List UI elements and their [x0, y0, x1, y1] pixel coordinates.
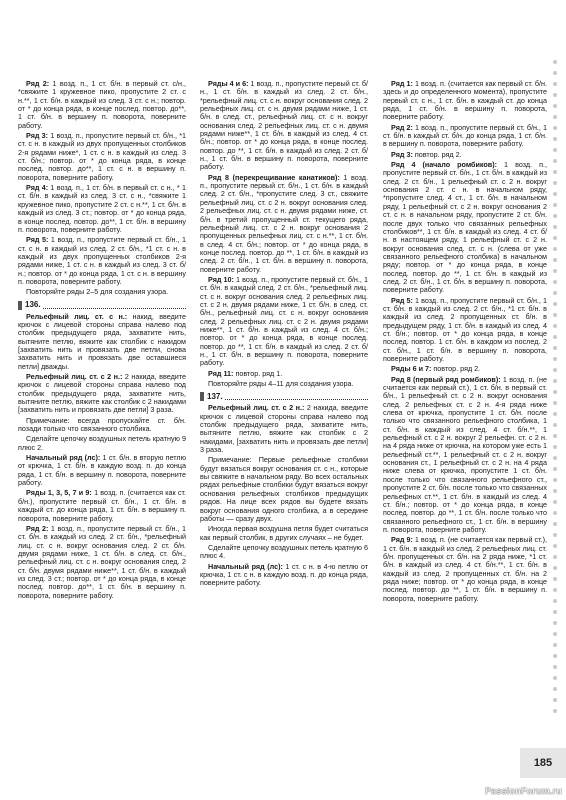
decorative-dot — [553, 192, 557, 196]
decorative-dot — [553, 687, 557, 691]
paragraph — [18, 132, 186, 182]
decorative-dot — [553, 115, 557, 119]
decorative-dot — [553, 412, 557, 416]
decorative-dot — [553, 71, 557, 75]
decorative-dot — [553, 489, 557, 493]
paragraph — [200, 525, 368, 542]
paragraph-text: 1 возд. п. (не считается как первый ст.), 1 ст. б/н. в первый ст. б/н., 1 рельефный ст. с 2 н. вокруг основания след. 2 рельефных ст. с 2 н. 4-я ряда ниже слева от крючка, пропустите 1 ст. б/н. после только что связанного рельефного столбика, 1 ст. б/н. в каждый из след. 4 ст. б/н.**, 1 рельефный ст. с 2 н. вокруг 2 рельефн. ст. с 2 н. на 4 ряда ниже от крючка, на котором уже есть 1 рельефный ст.**, 1 рельефный ст. с 2 н. вокруг основания ст., 1 рельефный ст. с 2 н. на 4 ряда ниже слева от крючка, пропустите 1 ст. б/н. после только что связанного рельефного ст., пропустите 2 ст. б/н. после только что связанных рельефных ст.**, 1 ст. б/н. в каждый из след. 4 ст. б/н.; повтор. от * до конца ряда, в конце послед. повтор. до **, 1 ст. б/н. после только что связанного рельефного ст., 1 ст. б/н. в вершину п. поворота, поверните работу. — [383, 374, 547, 534]
paragraph-text: 1 возд. п. (считается как ст. б/н.), пропустите первый ст. б/н., 1 ст. б/н. в каждый ст. до конца ряда, 1 ст. б/н. в вершину п. поворота, поверните работу. — [18, 488, 186, 523]
paragraph-text: 2 накида, введите крючок с лицевой стороны справа налево под столбик предыдущего ряда, захватите нить, вытяните петлю, вяжите как столбик с 2 накидами [захватить нить и провязать две петли] 3 раза. — [18, 372, 186, 415]
section-marker-icon — [18, 301, 22, 310]
paragraph — [18, 184, 186, 234]
decorative-dot — [553, 291, 557, 295]
decorative-dot — [553, 126, 557, 130]
decorative-dot — [553, 621, 557, 625]
decorative-dot — [553, 324, 557, 328]
paragraph — [200, 456, 368, 523]
paragraph-text: 1 возд. п., пропустите первый ст. б/н., 1 ст. б/н. в каждый из след. 2 ст. б/н., *1 ст. б/н. в каждый из след. 2 пропущенных ст. б/н. в предыдущем ряду, 1 ст. б/н. в каждый из след. 4 ст. б/н.; повтор. от * до конца ряда, в конце послед. повтор. 1 ст. б/н. в каждом из послед. 2 ст. б/н., 1 ст. б/н. в вершину п. поворота, поверните работу. — [383, 295, 548, 363]
section-dotted-rule — [225, 393, 368, 400]
paragraph-text: Примечание: Первые рельефные столбики будут вязаться вокруг основания ст. с н., которые вы свяжите в начальном ряду. Во всех остальных рядах рельефные столбики будут вязаться вокруг основания рельефных столбиков предыдущих рядов. На лице всех рядов вы будете вязать вокруг основания одного столбика, а в середине работы — сразу двух. — [200, 455, 368, 523]
decorative-dot — [553, 566, 557, 570]
row-label: Ряд 3: — [391, 149, 413, 159]
decorative-dot-strip — [552, 60, 558, 720]
paragraph — [18, 288, 186, 296]
paragraph — [200, 174, 368, 274]
paragraph — [383, 80, 547, 122]
paragraph — [383, 124, 547, 149]
decorative-dot — [553, 302, 557, 306]
decorative-dot — [553, 236, 557, 240]
watermark-text: PassionForum.ru — [484, 786, 562, 796]
paragraph-text: Повторяйте ряды 4–11 для создания узора. — [208, 379, 354, 389]
paragraph-text: 1 возд. п., пропустите первый ст. б/н., 1 ст. с н. в каждый из след. 2 ст. б/н., *1 ст. с н. в каждый из двух пропущенных столбиков 2-я рядами ниже, 1 ст. с н. в каждый из след. 3 ст. б/н.; повтор. от * до конца ряда, 1 ст. с н. в вершину п. поворота, поверните работу. — [18, 235, 186, 286]
decorative-dot — [553, 203, 557, 207]
paragraph-text: повтор. ряд 1. — [233, 368, 283, 378]
decorative-dot — [553, 588, 557, 592]
row-label: Ряд 5: — [26, 235, 49, 245]
decorative-dot — [553, 698, 557, 702]
paragraph — [18, 236, 186, 286]
paragraph-text: Иногда первая воздушна петля будет считаться как первый столбик, в других случаях – не будет. — [200, 524, 368, 542]
row-label: Ряд 8 (первый ряд ромбиков): — [391, 374, 501, 384]
text-column-1 — [18, 80, 186, 602]
paragraph-text: 1 возд. п., пропустите первый ст. б/н., 1 ст. б/н. в каждый след. 2 ст. б/н., *рельефный лиц. ст. с н. вокруг основания след. 2 рельефных лиц. ст. с 2 н. двумя рядами ниже, 1 ст. б/н. в след. ст. б/н., рельефный лиц. ст. с н. вокруг основания след. 2 рельефных лиц. ст. с 2 н. двумя рядами ниже**, 1 ст. б/н. в каждый из след. 4 ст. б/н.; повтор. от * до конца ряда, в конце послед. повтор. до **, 1 ст. б/н. в каждый из след. 2 ст. б/н., 1 ст. б/н. в вершину п. поворота, поверните работу. — [200, 274, 368, 368]
decorative-dot — [553, 181, 557, 185]
decorative-dot — [553, 500, 557, 504]
decorative-dot — [553, 434, 557, 438]
decorative-dot — [553, 280, 557, 284]
row-label: Рельефный лиц. ст. с н.: — [26, 311, 128, 321]
text-column-2 — [200, 80, 368, 590]
decorative-dot — [553, 82, 557, 86]
paragraph-text: 1 возд. п. (считается как первый ст. б/н. здесь и до определенного момента), пропустите первый ст. с н., 1 ст. б/н. в каждый ст. до конца ряда, 1 ст. б/н. в вершину п. поворота, поверните работу. — [383, 79, 548, 122]
decorative-dot — [553, 599, 557, 603]
section-heading — [18, 301, 186, 310]
row-label: Ряд 4 (начало ромбиков): — [391, 160, 498, 170]
paragraph — [200, 404, 368, 454]
decorative-dot — [553, 357, 557, 361]
decorative-dot — [553, 643, 557, 647]
decorative-dot — [553, 379, 557, 383]
paragraph — [200, 370, 368, 378]
paragraph-text: 1 возд. п. (не считается как первый ст.), 1 ст. б/н. в каждый из след. 2 рельефных лиц. ст. б/н. пропущенных ст. б/н. на 2 ряда ниже, *1 ст. б/н. в каждый из след. 4 ст. б/н.**, 1 ст. б/н. в каждый из след. 2 пропущенных ст. б/н. на 2 ряда ниже; повтор. от * до конца ряда, в конце послед. повтор. до **, 1 ст. б/н. в вершину п. поворота, поверните работу. — [383, 535, 548, 603]
decorative-dot — [553, 511, 557, 515]
row-label: Ряд 1: — [391, 79, 413, 88]
paragraph — [18, 489, 186, 522]
decorative-dot — [553, 258, 557, 262]
decorative-dot — [553, 555, 557, 559]
paragraph-text: повтор. ряд 2. — [412, 149, 462, 159]
paragraph-text: 2 накида, введите крючок с лицевой стороны справа налево под столбик предыдущего ряда, захватите нить, вытяните петлю, вяжите как столбик с 2 накидами, [захватить нить и провязать две петли] 3 раза. — [200, 403, 368, 455]
decorative-dot — [553, 60, 557, 64]
paragraph — [18, 525, 186, 600]
row-label: Ряды 6 и 7: — [391, 364, 432, 374]
section-number: 137. — [207, 391, 223, 401]
paragraph — [18, 435, 186, 452]
paragraph — [18, 313, 186, 371]
row-label: Ряды 4 и 6: — [208, 79, 249, 88]
row-label: Начальный ряд (лс): — [208, 561, 283, 571]
paragraph — [383, 536, 547, 603]
section-marker-icon — [200, 392, 204, 401]
paragraph-text: 1 возд. п., пропустите первый ст. б/н., 1 ст. б/н. в каждый след. 2 ст. б/н., *пропустите след. 3 ст., свяжите рельефный лиц. ст. с 2 н. вокруг основания след. 2 рельефных лиц. ст. с н. двумя рядами ниже, ст. б/н. в третий пропущенный ст. текущего ряда, рельефный лиц. ст. с 2 н. вокруг основания 2 пропущенных рельефных лиц. ст. с н.**, 1 ст. б/н. в след. 4 ст. б/н.; повтор. от * до конца ряда, в конце послед. повтор. до **, 1 ст. б/н. в каждый из след. 2 ст. б/н., 1 ст. б/н. в вершину п. поворота, поверните работу. — [200, 172, 368, 274]
decorative-dot — [553, 610, 557, 614]
decorative-dot — [553, 467, 557, 471]
paragraph-text: 1 возд. п., 1 ст. б/н. в первый ст. с н., * 1 ст. б/н. в каждый из след. 3 ст. с н., *свяжите 1 кружевное пико, пропустите 2 ст. с н.**, 1 ст. б/н. в каждый из след. 3 ст.; повтор. от * до конца ряда, в конце послед. повтор. до**, 1 ст. б/н. в вершину п. поворота, поверните работу. — [18, 183, 186, 234]
paragraph-text: 1 возд. п., пропустите первый ст. б/н., 1 ст. б/н. в каждый из след. 2 ст. б/н., *рельефный лиц. ст. с н. вокруг основания след. 2 ст. б/н. двумя рядами ниже, 1 ст. б/н. в след. ст. б/н., рельефный лиц. ст. с н. вокруг основания след. 2 ст. б/н. двумя рядами ниже**, 1 ст. б/н. в каждый из след. 3 ст.; повтор. от * до конца ряда, в конце послед. повтор. до**, 1 ст. б/н. в вершину п. поворота, поверните работу. — [18, 523, 186, 600]
paragraph — [200, 380, 368, 388]
decorative-dot — [553, 665, 557, 669]
row-label: Ряд 9: — [391, 535, 413, 545]
decorative-dot — [553, 533, 557, 537]
row-label: Начальный ряд (лс): — [26, 453, 101, 463]
paragraph — [383, 297, 547, 364]
paragraph-text: 1 возд. п., пропустите первый ст. б/н., 1 ст. б/н. в каждый из след. 2 ст. б/н., 1 рельефный ст. с 2 н. вокруг основания 2 ст. с н. в начальном ряду, *пропустите след. 4 ст., 1 ст. б/н. в начальном ряду, 1 рельефный ст. с 2 н. вокруг основания 2 ст. с н. в начальном ряду, пропустите 2 ст. б/н. после двух только что связанных рельефных столбиков**, 1 ст. б/н. в каждый из след. 4 ст. б/н. в настоящем ряду, 1 рельефный ст. с 2 н. вокруг основания след. ст. с н. (слева от уже связанного рельефного столбика) в начальном ряду; повтор. от * до конца ряда, в конце послед. повтор. до **, 1 ст. б/н. в каждый из след. 2 ст. б/н., 1 ст. б/н. в вершину п. поворота, поверните работу. — [383, 160, 547, 295]
decorative-dot — [553, 104, 557, 108]
decorative-dot — [553, 544, 557, 548]
decorative-dot — [553, 654, 557, 658]
row-label: Ряды 1, 3, 5, 7 и 9: — [26, 488, 92, 498]
paragraph — [383, 376, 547, 535]
decorative-dot — [553, 445, 557, 449]
paragraph — [18, 80, 186, 130]
decorative-dot — [553, 148, 557, 152]
decorative-dot — [553, 159, 557, 163]
row-label: Ряд 10: — [208, 274, 234, 284]
paragraph — [200, 544, 368, 561]
decorative-dot — [553, 137, 557, 141]
decorative-dot — [553, 335, 557, 339]
paragraph-text: Сделайте цепочку воздушных петель кратную 9 плюс 2. — [18, 434, 186, 452]
decorative-dot — [553, 368, 557, 372]
decorative-dot — [553, 577, 557, 581]
paragraph-text: 1 ст. б/н. в вторую петлю от крючка, 1 ст. б/н. в каждую возд. п. до конца ряда, 1 ст. б/н. в вершину п. поворота, поверните работу. — [18, 453, 186, 488]
decorative-dot — [553, 522, 557, 526]
section-number: 136. — [25, 299, 41, 309]
paragraph — [200, 276, 368, 368]
row-label: Ряд 11: — [208, 368, 234, 378]
row-label: Ряд 4: — [26, 183, 49, 193]
paragraph — [200, 80, 368, 172]
paragraph-text: повтор. ряд 2. — [431, 364, 481, 374]
row-label: Ряд 2: — [26, 523, 49, 533]
paragraph — [383, 161, 547, 295]
decorative-dot — [553, 456, 557, 460]
decorative-dot — [553, 632, 557, 636]
paragraph-text: Повторяйте ряды 2–5 для создания узора. — [26, 287, 169, 297]
decorative-dot — [553, 676, 557, 680]
paragraph-text: Примечание: всегда пропускайте ст. б/н. позади только что связанного столбика. — [18, 415, 186, 434]
row-label: Рельефный лиц. ст. с 2 н.: — [26, 372, 123, 381]
decorative-dot — [553, 709, 557, 713]
paragraph-text: 1 ст. с н. в 4-ю петлю от крючка, 1 ст. с н. в каждую возд. п. до конца ряда, поверните работу. — [200, 561, 368, 588]
decorative-dot — [553, 478, 557, 482]
decorative-dot — [553, 269, 557, 273]
row-label: Ряд 5: — [391, 295, 413, 305]
section-dotted-rule — [43, 302, 186, 309]
paragraph — [383, 151, 547, 159]
row-label: Ряд 8 (перекрещивание канатиков): — [208, 172, 340, 182]
decorative-dot — [553, 346, 557, 350]
decorative-dot — [553, 93, 557, 97]
decorative-dot — [553, 313, 557, 317]
row-label: Рельефный лиц. ст. с 2 н.: — [208, 403, 305, 413]
paragraph-text: 1 возд. п., 1 ст. б/н. в первый ст. с/н., *свяжите 1 кружевное пико, пропустите 2 ст. с н.**, 1 ст. б/н. в каждый из след. 3 ст. с н.; повтор. от * до конца ряда, в конце послед. повтор. до**, 1 ст. б/н. в вершину п. поворота, поверните работу. — [18, 79, 187, 130]
row-label: Ряд 2: — [26, 79, 50, 88]
decorative-dot — [553, 401, 557, 405]
decorative-dot — [553, 214, 557, 218]
paragraph-text: 1 возд. п., пропустите первый ст. б/н., *1 ст. с н. в каждый из двух пропущенных столбиков 2-я рядами ниже*, 1 ст. с н. в каждый из след. 3 ст. б/н.; повтор. от * до конца ряда, в конце послед. повтор. до**, 1 ст. с н. в вершину п. поворота, поверните работу. — [18, 131, 186, 182]
paragraph-text: 1 возд. п., пропустите первый ст. б/н., 1 ст. б/н. в каждый из след. 2 ст. б/н., *рельефный лиц. ст. с н. вокруг основания след. 2 рельефных лиц. ст. с н. двумя рядами ниже, 1 ст. б/н. в след. ст., рельефный лиц. ст. с н. вокруг основания след. 2 рельефных лиц. ст. с н. двумя рядами ниже**, 1 ст. б/н. в каждый из след. 4 ст. б/н.; повтор. от * до конца ряда, в конце послед. повтор. до **, 1 ст. б/н. в каждый из след. 2 ст. б/н., 1 ст. б/н. в вершину п. поворота, поверните работу. — [200, 79, 368, 172]
paragraph-text: 1 возд. п., пропустите первый ст. б/н., 1 ст. б/н. в каждый ст. б/н. до конца ряда, 1 ст. б/н. в вершину п. поворота, поверните работу. — [383, 122, 548, 149]
paragraph — [18, 373, 186, 415]
row-label: Ряд 2: — [391, 122, 413, 132]
decorative-dot — [553, 170, 557, 174]
paragraph-text: накид, введите крючок с лицевой стороны справа налево под столбик предыдущего ряда, захватите нить, вытяните петлю, вяжите как столбик с накидом [захватить нить и провязать две петли, снова захватить нить и провязать две оставшиеся петли] дважды. — [18, 311, 187, 371]
paragraph-text: Сделайте цепочку воздушных петель кратную 6 плюс 4. — [200, 542, 368, 561]
paragraph — [383, 365, 547, 373]
paragraph — [18, 417, 186, 434]
decorative-dot — [553, 390, 557, 394]
decorative-dot — [553, 225, 557, 229]
row-label: Ряд 3: — [26, 131, 49, 141]
paragraph — [18, 454, 186, 487]
decorative-dot — [553, 423, 557, 427]
paragraph — [200, 563, 368, 588]
text-column-3 — [383, 80, 547, 605]
section-heading — [200, 392, 368, 401]
decorative-dot — [553, 247, 557, 251]
page-number: 185 — [520, 748, 566, 778]
